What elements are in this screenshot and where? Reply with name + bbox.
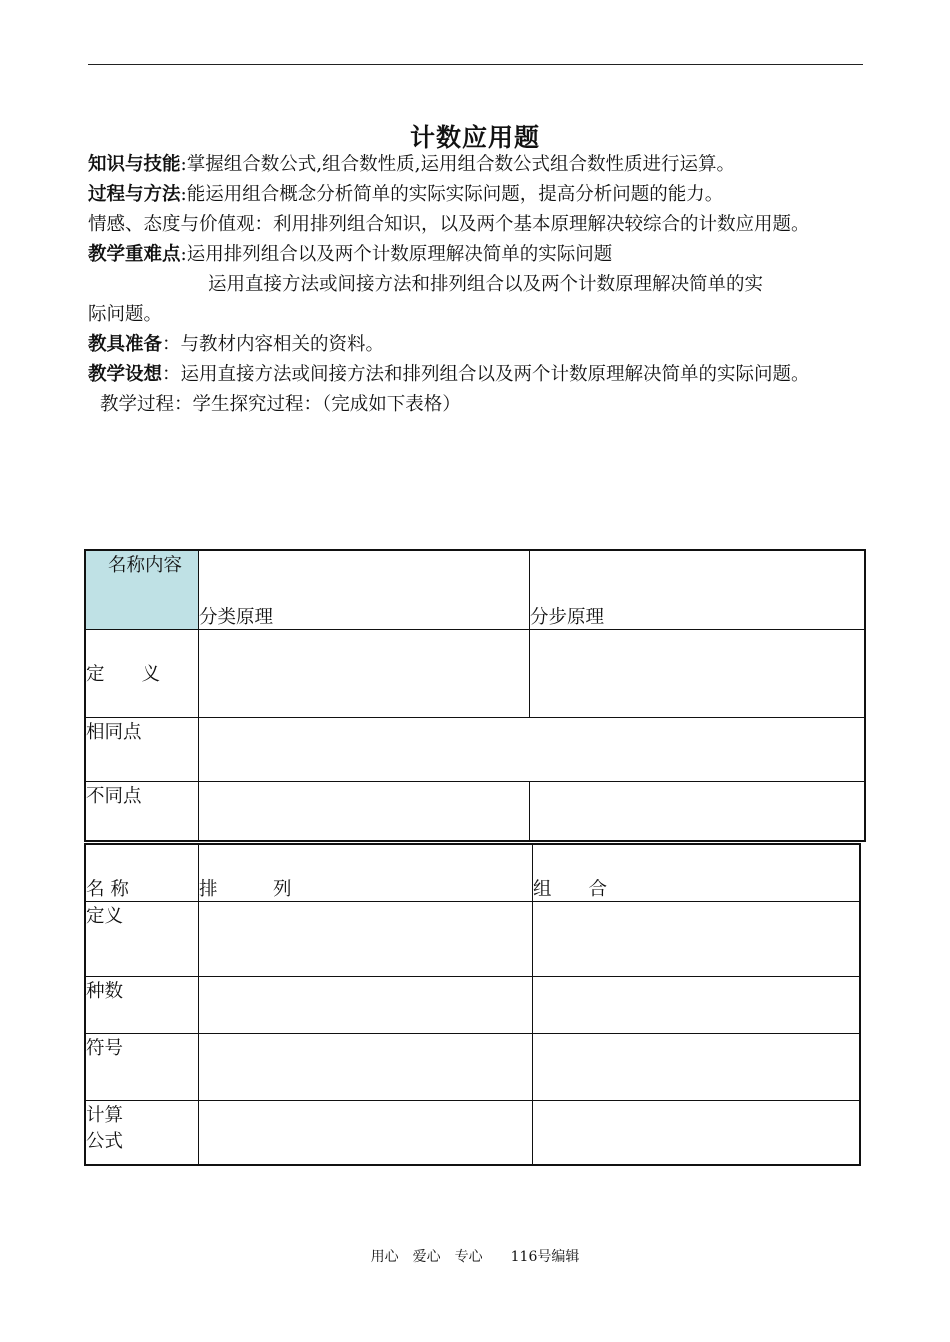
knowledge-skills-line: 知识与技能:掌握组合数公式,组合数性质,运用组合数公式组合数性质进行运算。 bbox=[88, 154, 736, 175]
page-title: 计数应用题 bbox=[409, 123, 540, 152]
table-row bbox=[85, 781, 865, 841]
table2-cell-empty[interactable] bbox=[533, 1100, 861, 1165]
table2-cell-empty[interactable] bbox=[199, 1033, 533, 1100]
table-row bbox=[85, 1100, 860, 1165]
table2-header-cell: 名 称 bbox=[85, 844, 199, 901]
teaching-aids-line: 教具准备：与教材内容相关的资料。 bbox=[88, 334, 385, 355]
table2-col-combination: 组 合 bbox=[533, 844, 861, 901]
process-method-line: 过程与方法:能运用组合概念分析简单的实际实际问题，提高分析问题的能力。 bbox=[88, 184, 724, 205]
table-row bbox=[85, 629, 865, 717]
table2-col-permutation: 排 列 bbox=[199, 844, 533, 901]
table1-cell-empty[interactable] bbox=[199, 717, 866, 781]
table2-cell-empty[interactable] bbox=[199, 1100, 533, 1165]
table2-cell-empty[interactable] bbox=[533, 901, 861, 976]
table2-row-definition: 定义 bbox=[85, 901, 199, 976]
principles-table bbox=[84, 549, 866, 842]
key-difficulty-line: 教学重难点:运用排列组合以及两个计数原理解决简单的实际问题 bbox=[88, 244, 613, 265]
table1-col-step: 分步原理 bbox=[530, 550, 866, 629]
table-row bbox=[85, 717, 865, 781]
table1-cell-empty[interactable] bbox=[199, 629, 530, 717]
table2-row-count: 种数 bbox=[85, 976, 199, 1033]
table-row bbox=[85, 844, 860, 901]
table1-cell-empty[interactable] bbox=[530, 781, 866, 841]
table2-row-symbol: 符号 bbox=[85, 1033, 199, 1100]
teaching-process-line: 教学过程：学生探究过程：（完成如下表格） bbox=[100, 394, 461, 415]
table1-col-classification: 分类原理 bbox=[199, 550, 530, 629]
key-difficulty-line-2: 运用直接方法或间接方法和排列组合以及两个计数原理解决简单的实 bbox=[208, 274, 764, 295]
table1-row-definition: 定 义 bbox=[85, 629, 199, 717]
header-rule bbox=[88, 64, 863, 65]
table2-cell-empty[interactable] bbox=[199, 901, 533, 976]
table-row bbox=[85, 1033, 860, 1100]
table-row bbox=[85, 550, 865, 629]
permutation-combination-table bbox=[84, 843, 861, 1166]
table2-cell-empty[interactable] bbox=[533, 976, 861, 1033]
attitude-values-line: 情感、态度与价值观：利用排列组合知识，以及两个基本原理解决较综合的计数应用题。 bbox=[88, 214, 810, 235]
table2-row-formula: 计算 公式 bbox=[85, 1100, 199, 1165]
lesson-body bbox=[88, 150, 866, 420]
table1-cell-empty[interactable] bbox=[199, 781, 530, 841]
table1-cell-empty[interactable] bbox=[530, 629, 866, 717]
table1-row-same: 相同点 bbox=[85, 717, 199, 781]
teaching-plan-line: 教学设想：运用直接方法或间接方法和排列组合以及两个计数原理解决简单的实际问题。 bbox=[88, 364, 810, 385]
table2-cell-empty[interactable] bbox=[533, 1033, 861, 1100]
table-row bbox=[85, 976, 860, 1033]
key-difficulty-line-3: 际问题。 bbox=[88, 304, 163, 325]
table1-header-cell: 名称内容 bbox=[85, 550, 199, 629]
page-footer: 用心 爱心 专心 116号编辑 bbox=[370, 1249, 580, 1265]
table2-cell-empty[interactable] bbox=[199, 976, 533, 1033]
table-row bbox=[85, 901, 860, 976]
table1-row-diff: 不同点 bbox=[85, 781, 199, 841]
